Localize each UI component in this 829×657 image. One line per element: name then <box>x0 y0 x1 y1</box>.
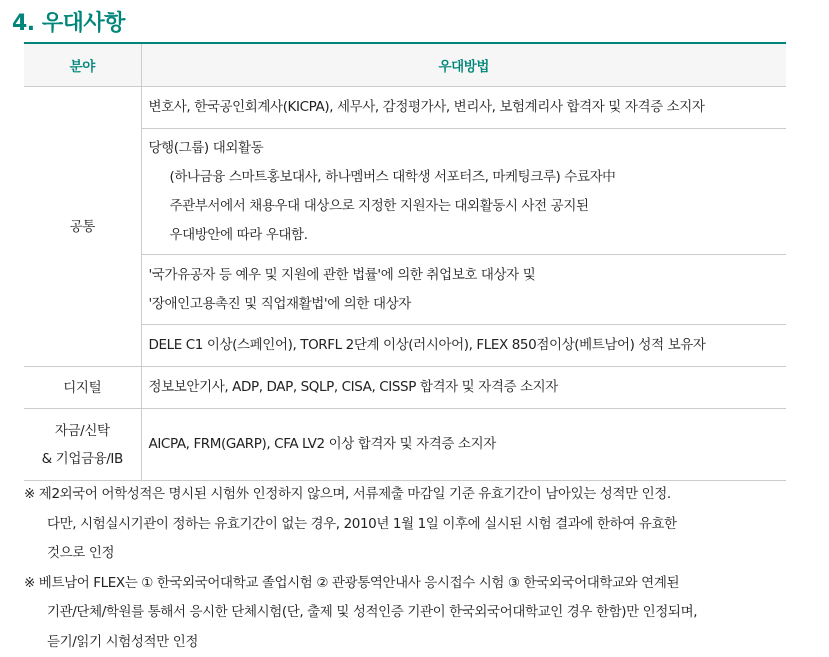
common-row-2-line: 우대방안에 따라 우대함. <box>149 221 787 250</box>
common-row-2-line: (하나금융 스마트홍보대사, 하나멤버스 대학생 서포터즈, 마케팅크루) 수료자中 <box>149 163 787 192</box>
footnote-2 <box>24 569 814 657</box>
footnote-line: 듣기/읽기 시험성적만 인정 <box>24 628 814 657</box>
footnote-line: ※ 베트남어 FLEX는 ① 한국외국어대학교 졸업시험 ② 관광통역안내사 응시접수 시험 ③ 한국외국어대학교와 연계된 <box>24 569 814 599</box>
ib-row-line: AICPA, FRM(GARP), CFA LV2 이상 합격자 및 자격증 소지자 <box>149 430 787 459</box>
category-ib-line-2: & 기업금융/IB <box>42 451 123 467</box>
common-row-4-line: DELE C1 이상(스페인어), TORFL 2단계 이상(러시아어), FLEX 850점이상(베트남어) 성적 보유자 <box>149 331 787 360</box>
common-row-1 <box>141 87 786 129</box>
common-row-2 <box>141 129 786 255</box>
category-ib <box>24 409 141 481</box>
common-row-2-line: 주관부서에서 채용우대 대상으로 지정한 지원자는 대외활동시 사전 공지된 <box>149 192 787 221</box>
table-row <box>24 87 786 129</box>
digital-row-line: 정보보안기사, ADP, DAP, SQLP, CISA, CISSP 합격자 및 자격증 소지자 <box>149 373 787 402</box>
footnote-line: ※ 제2외국어 어학성적은 명시된 시험外 인정하지 않으며, 서류제출 마감일 기준 유효기간이 남아있는 성적만 인정. <box>24 480 814 510</box>
preference-table <box>24 42 786 481</box>
header-method: 우대방법 <box>141 43 786 87</box>
common-row-3-line: '국가유공자 등 예우 및 지원에 관한 법률'에 의한 취업보호 대상자 및 <box>149 261 787 290</box>
common-row-3-line: '장애인고용촉진 및 직업재활법'에 의한 대상자 <box>149 290 787 319</box>
footnote-line: 다만, 시험실시기관이 정하는 유효기간이 없는 경우, 2010년 1월 1일 이후에 실시된 시험 결과에 한하여 유효한 <box>24 510 814 540</box>
footnote-line: 것으로 인정 <box>24 539 814 569</box>
category-common: 공통 <box>24 87 141 367</box>
common-row-3 <box>141 255 786 325</box>
ib-row <box>141 409 786 481</box>
footnote-1 <box>24 480 814 569</box>
common-row-4 <box>141 325 786 367</box>
common-row-1-line: 변호사, 한국공인회계사(KICPA), 세무사, 감정평가사, 변리사, 보험계리사 합격자 및 자격증 소지자 <box>149 93 787 122</box>
table-row <box>24 409 786 481</box>
table-row <box>24 367 786 409</box>
header-category: 분야 <box>24 43 141 87</box>
category-ib-line-1: 자금/신탁 <box>55 423 110 439</box>
category-digital: 디지털 <box>24 367 141 409</box>
common-row-2-line: 당행(그룹) 대외활동 <box>149 134 787 163</box>
digital-row <box>141 367 786 409</box>
footnote-line: 기관/단체/학원를 통해서 응시한 단체시험(단, 출제 및 성적인증 기관이 한국외국어대학교인 경우 한함)만 인정되며, <box>24 598 814 628</box>
section-title: 4. 우대사항 <box>12 6 125 37</box>
footnotes <box>24 480 814 657</box>
table-header-row <box>24 43 786 87</box>
